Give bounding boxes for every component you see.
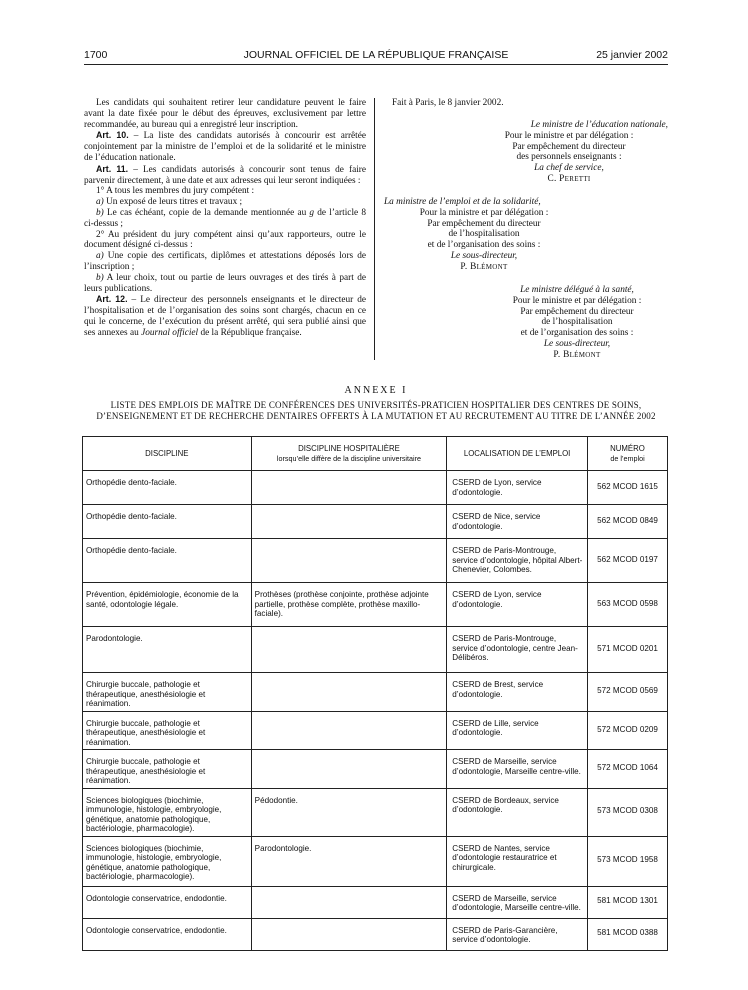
table-row — [83, 471, 668, 505]
cell-discipline: Odontologie conservatrice, endodontie. — [83, 886, 252, 918]
cell-numero: 581 MCOD 1301 — [588, 886, 668, 918]
cell-localisation: CSERD de Marseille, service d’odontologie, Marseille centre-ville. — [447, 886, 588, 918]
header-discipline: DISCIPLINE — [83, 437, 252, 471]
article-11-item-1a: a) Un exposé de leurs titres et travaux ; — [96, 197, 243, 208]
cell-discipline: Parodontologie. — [83, 627, 252, 673]
annex-subtitle: LISTE DES EMPLOIS DE MAÎTRE DE CONFÉRENCES DES UNIVERSITÉS-PRATICIEN HOSPITALIER DES CENTRES DE SOINS, D’ENSEIGNEMENT ET DE RECHERCHE DENTAIRES OFFERTS À LA MUTATION ET AU RECRUTEMENT AU TITRE DE L’ANNÉE 2002 — [96, 400, 656, 421]
signatory-title: Le ministre délégué à la santé, — [520, 285, 634, 295]
article-11-item-1b: b) Le cas échéant, copie de la demande mentionnée au g de l’article 8 ci-dessus ; — [84, 207, 366, 229]
cell-hospital-discipline — [251, 539, 447, 583]
cell-hospital-discipline — [251, 627, 447, 673]
positions-table — [82, 436, 668, 951]
table-row — [83, 505, 668, 539]
table-row — [83, 539, 668, 583]
signatory-name: C. Peretti — [547, 173, 591, 184]
header-rule — [84, 64, 668, 65]
paragraph-withdrawal: Les candidats qui souhaitent retirer leur candidature peuvent le faire avant la date fixée pour le début des épreuves, exclusivement par lettre recommandée, au bureau qui a enregistré leur inscription. — [84, 98, 366, 130]
cell-hospital-discipline — [251, 505, 447, 539]
cell-localisation: CSERD de Paris-Montrouge, service d’odontologie, centre Jean-Délibéros. — [447, 627, 588, 673]
cell-hospital-discipline — [251, 750, 447, 789]
cell-discipline: Sciences biologiques (biochimie, immunologie, histologie, embryologie, génétique, anatomie pathologique, bactériologie, pharmacologie). — [83, 788, 252, 836]
cell-localisation: CSERD de Nantes, service d’odontologie restauratrice et chirurgicale. — [447, 836, 588, 886]
cell-hospital-discipline: Parodontologie. — [251, 836, 447, 886]
cell-hospital-discipline: Prothèses (prothèse conjointe, prothèse adjointe partielle, prothèse complète, prothèse maxillo-faciale). — [251, 583, 447, 627]
cell-hospital-discipline: Pédodontie. — [251, 788, 447, 836]
cell-localisation: CSERD de Nice, service d’odontologie. — [447, 505, 588, 539]
table-row — [83, 788, 668, 836]
article-11-item-2a: a) Une copie des certificats, diplômes et attestations déposés lors de l’inscription ; — [84, 251, 366, 272]
signature-block-emploi: La ministre de l’emploi et de la solidarité, Pour la ministre et par délégation : Par empêchement du directeur de l’hospitalisation et de l’organisation des soins : Le sous-directeur, P. Blémont — [384, 197, 584, 273]
article-11-item-2b: b) A leur choix, tout ou partie de leurs ouvrages et des tirés à part de leurs publications. — [84, 272, 366, 294]
table-row — [83, 886, 668, 918]
signature-block-education: Le ministre de l’éducation nationale, Pour le ministre et par délégation : Par empêchement du directeur des personnels enseignants : La chef de service, C. Peretti — [470, 120, 668, 185]
article-11: Art. 11. – Les candidats autorisés à concourir sont tenus de faire parvenir directement, à une date et aux adresses qui leur seront indiquées : — [84, 163, 366, 186]
journal-title: JOURNAL OFFICIEL DE LA RÉPUBLIQUE FRANÇAISE — [243, 49, 509, 61]
cell-numero: 563 MCOD 0598 — [588, 583, 668, 627]
cell-discipline: Odontologie conservatrice, endodontie. — [83, 918, 252, 950]
table-header-row — [83, 437, 668, 471]
page-number: 1700 — [84, 49, 108, 61]
signatory-title: La ministre de l’emploi et de la solidarité, — [384, 197, 541, 207]
table-row — [83, 836, 668, 886]
table-row — [83, 711, 668, 750]
article-10: Art. 10. – La liste des candidats autorisés à concourir est arrêtée conjointement par la ministre de l’emploi et de la solidarité et le ministre de l’éducation nationale. — [84, 130, 367, 163]
cell-numero: 573 MCOD 1958 — [588, 836, 668, 886]
table-row — [83, 627, 668, 673]
cell-discipline: Chirurgie buccale, pathologie et thérapeutique, anesthésiologie et réanimation. — [83, 750, 252, 789]
table-body — [83, 471, 668, 951]
table-row — [83, 673, 668, 712]
cell-localisation: CSERD de Brest, service d’odontologie. — [447, 673, 588, 712]
cell-numero: 572 MCOD 1064 — [588, 750, 668, 789]
cell-discipline: Prévention, épidémiologie, économie de la santé, odontologie légale. — [83, 583, 252, 627]
signatory-title: Le ministre de l’éducation nationale, — [530, 120, 668, 130]
cell-localisation: CSERD de Lyon, service d’odontologie. — [447, 471, 588, 505]
cell-localisation: CSERD de Lyon, service d’odontologie. — [447, 583, 588, 627]
header-localisation: LOCALISATION DE L’EMPLOI — [447, 437, 588, 471]
header-numero: NUMÉRO de l’emploi — [588, 437, 668, 471]
cell-discipline: Orthopédie dento-faciale. — [83, 505, 252, 539]
article-11-item-2: 2° Au président du jury compétent ainsi qu’aux rapporteurs, outre le document désigné ci-dessus : — [84, 229, 366, 251]
cell-localisation: CSERD de Paris-Montrouge, service d’odontologie, hôpital Albert-Chenevier, Colombes. — [447, 539, 588, 583]
cell-localisation: CSERD de Lille, service d’odontologie. — [447, 711, 588, 750]
article-10-label: Art. 10. — [96, 130, 129, 141]
cell-localisation: CSERD de Paris-Garancière, service d’odontologie. — [447, 918, 588, 950]
cell-localisation: CSERD de Marseille, service d’odontologie, Marseille centre-ville. — [447, 750, 588, 789]
column-divider — [374, 98, 375, 360]
cell-discipline: Chirurgie buccale, pathologie et thérapeutique, anesthésiologie et réanimation. — [83, 711, 252, 750]
cell-numero: 573 MCOD 0308 — [588, 788, 668, 836]
cell-hospital-discipline — [251, 471, 447, 505]
cell-discipline: Orthopédie dento-faciale. — [83, 539, 252, 583]
cell-numero: 571 MCOD 0201 — [588, 627, 668, 673]
cell-discipline: Chirurgie buccale, pathologie et thérapeutique, anesthésiologie et réanimation. — [83, 673, 252, 712]
signatory-name: P. Blémont — [460, 261, 508, 272]
signatory-name: P. Blémont — [553, 349, 601, 360]
article-12-label: Art. 12. — [96, 294, 128, 305]
article-12: Art. 12. – Le directeur des personnels enseignants et le directeur de l’hospitalisation et de l’organisation des soins sont chargés, chacun en ce qui le concerne, de l’exécution du présent arrêté, qui sera publié ainsi que ses annexes au Journal officiel de la République française. — [84, 294, 366, 338]
table-row — [83, 918, 668, 950]
place-date: Fait à Paris, le 8 janvier 2002. — [392, 98, 504, 108]
cell-numero: 581 MCOD 0388 — [588, 918, 668, 950]
cell-hospital-discipline — [251, 886, 447, 918]
header-hospital-discipline: DISCIPLINE HOSPITALIÈRE lorsqu’elle diffère de la discipline universitaire — [251, 437, 447, 471]
table-row — [83, 750, 668, 789]
article-11-label: Art. 11. — [96, 163, 129, 174]
cell-numero: 572 MCOD 0569 — [588, 673, 668, 712]
cell-numero: 572 MCOD 0209 — [588, 711, 668, 750]
issue-date: 25 janvier 2002 — [596, 49, 668, 61]
cell-numero: 562 MCOD 1615 — [588, 471, 668, 505]
cell-numero: 562 MCOD 0197 — [588, 539, 668, 583]
annex-title: ANNEXE I — [344, 385, 408, 396]
cell-numero: 562 MCOD 0849 — [588, 505, 668, 539]
cell-hospital-discipline — [251, 673, 447, 712]
page-header — [84, 49, 668, 63]
cell-discipline: Orthopédie dento-faciale. — [83, 471, 252, 505]
cell-localisation: CSERD de Bordeaux, service d’odontologie. — [447, 788, 588, 836]
cell-hospital-discipline — [251, 918, 447, 950]
article-11-item-1: 1° A tous les membres du jury compétent : — [96, 186, 255, 197]
cell-discipline: Sciences biologiques (biochimie, immunologie, histologie, embryologie, génétique, anatomie pathologique, bactériologie, pharmacologie). — [83, 836, 252, 886]
table-row — [83, 583, 668, 627]
left-column — [84, 98, 366, 339]
signature-block-sante: Le ministre délégué à la santé, Pour le ministre et par délégation : Par empêchement du directeur de l’hospitalisation et de l’organisation des soins : Le sous-directeur, P. Blémont — [482, 285, 672, 361]
cell-hospital-discipline — [251, 711, 447, 750]
